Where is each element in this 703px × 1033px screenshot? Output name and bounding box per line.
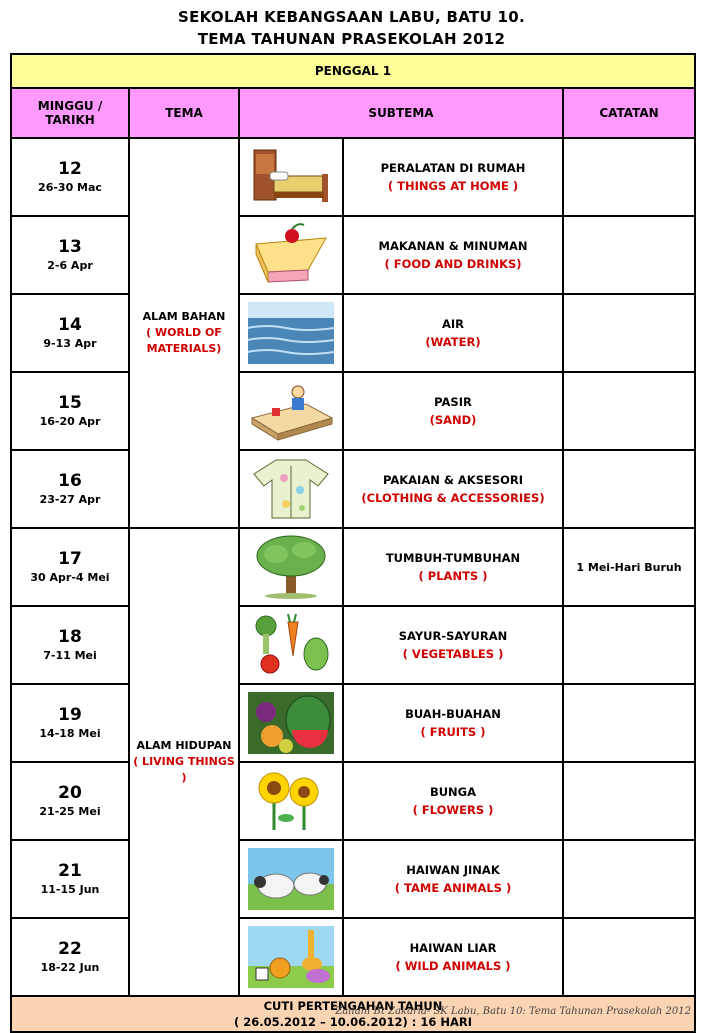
week-date: 30 Apr-4 Mei <box>30 571 110 584</box>
subtheme-cell <box>343 918 563 996</box>
subtheme-english: ( FOOD AND DRINKS) <box>384 257 522 271</box>
week-cell <box>11 684 129 762</box>
table-row <box>11 762 695 840</box>
table-row <box>11 372 695 450</box>
subtheme-cell <box>343 606 563 684</box>
bed-icon <box>246 144 336 210</box>
picture-cell <box>239 528 343 606</box>
note-cell <box>563 294 695 372</box>
subtheme-malay: BUNGA <box>429 785 477 799</box>
table-row <box>11 294 695 372</box>
week-number: 21 <box>58 861 82 881</box>
subtheme-column-header: SUBTEMA <box>239 88 563 138</box>
theme-column-header: TEMA <box>129 88 239 138</box>
picture-cell <box>239 138 343 216</box>
note-column-header: CATATAN <box>563 88 695 138</box>
table-row <box>11 918 695 996</box>
term-label: PENGGAL 1 <box>11 54 695 88</box>
subtheme-cell <box>343 372 563 450</box>
subtheme-cell <box>343 450 563 528</box>
note-cell <box>563 918 695 996</box>
week-date: 9-13 Apr <box>43 337 97 350</box>
note-cell: 1 Mei-Hari Buruh <box>563 528 695 606</box>
week-number: 17 <box>58 549 82 569</box>
week-date: 11-15 Jun <box>40 883 100 896</box>
note-cell <box>563 684 695 762</box>
note-cell <box>563 138 695 216</box>
subtheme-cell <box>343 840 563 918</box>
wild-animals-icon <box>246 924 336 990</box>
note-cell <box>563 372 695 450</box>
subtheme-malay: PERALATAN DI RUMAH <box>380 161 526 175</box>
picture-cell <box>239 216 343 294</box>
week-date: 26-30 Mac <box>38 181 102 194</box>
theme-cell-materials <box>129 138 239 528</box>
week-cell <box>11 294 129 372</box>
subtheme-english: ( THINGS AT HOME ) <box>387 179 519 193</box>
week-number: 19 <box>58 705 82 725</box>
term-row <box>11 54 695 88</box>
picture-cell <box>239 450 343 528</box>
week-cell <box>11 918 129 996</box>
table-row <box>11 528 695 606</box>
subtheme-cell <box>343 138 563 216</box>
week-date: 21-25 Mei <box>39 805 101 818</box>
picture-cell <box>239 294 343 372</box>
subtheme-english: (CLOTHING & ACCESSORIES) <box>361 491 545 505</box>
theme-schedule-table <box>10 53 696 1033</box>
table-row <box>11 840 695 918</box>
holiday-title: CUTI PERTENGAHAN TAHUN <box>263 999 443 1013</box>
theme-english: ( WORLD OF MATERIALS) <box>146 326 222 355</box>
week-number: 22 <box>58 939 82 959</box>
school-title: SEKOLAH KEBANGSAAN LABU, BATU 10. <box>178 8 525 26</box>
week-cell <box>11 762 129 840</box>
subtheme-malay: TUMBUH-TUMBUHAN <box>385 551 521 565</box>
holiday-dates: ( 26.05.2012 – 10.06.2012) : 16 HARI <box>233 1015 473 1029</box>
subtheme-malay: BUAH-BUAHAN <box>405 707 501 721</box>
subtheme-english: (SAND) <box>429 413 477 427</box>
subtheme-english: ( TAME ANIMALS ) <box>394 881 512 895</box>
picture-cell <box>239 372 343 450</box>
sheep-icon <box>246 846 336 912</box>
subtheme-english: ( WILD ANIMALS ) <box>395 959 511 973</box>
picture-cell <box>239 684 343 762</box>
theme-name: ALAM BAHAN <box>142 310 226 323</box>
subtheme-cell <box>343 684 563 762</box>
theme-english: ( LIVING THINGS ) <box>133 755 235 784</box>
theme-name: ALAM HIDUPAN <box>136 739 232 752</box>
week-cell <box>11 372 129 450</box>
subtheme-english: ( VEGETABLES ) <box>402 647 504 661</box>
subtheme-cell <box>343 762 563 840</box>
subtheme-malay: HAIWAN LIAR <box>409 941 497 955</box>
week-cell <box>11 450 129 528</box>
subtheme-malay: AIR <box>441 317 465 331</box>
week-date: 2-6 Apr <box>47 259 93 272</box>
week-number: 15 <box>58 393 82 413</box>
shirt-icon <box>246 456 336 522</box>
week-date: 16-20 Apr <box>39 415 101 428</box>
week-cell <box>11 138 129 216</box>
table-row <box>11 684 695 762</box>
picture-cell <box>239 762 343 840</box>
week-date: 18-22 Jun <box>40 961 100 974</box>
vegetables-icon <box>246 612 336 678</box>
week-cell <box>11 606 129 684</box>
table-row <box>11 138 695 216</box>
week-date: 7-11 Mei <box>43 649 97 662</box>
water-icon <box>246 300 336 366</box>
table-row <box>11 606 695 684</box>
week-number: 18 <box>58 627 82 647</box>
note-cell <box>563 216 695 294</box>
sunflower-icon <box>246 768 336 834</box>
week-number: 13 <box>58 237 82 257</box>
picture-cell <box>239 606 343 684</box>
note-cell <box>563 450 695 528</box>
subtheme-malay: PASIR <box>434 395 472 409</box>
table-row <box>11 450 695 528</box>
cake-icon <box>246 222 336 288</box>
subtheme-malay: HAIWAN JINAK <box>406 863 500 877</box>
subtheme-cell <box>343 528 563 606</box>
theme-cell-living <box>129 528 239 996</box>
subtheme-malay: SAYUR-SAYURAN <box>398 629 508 643</box>
note-cell <box>563 762 695 840</box>
week-number: 12 <box>58 159 82 179</box>
week-date: 14-18 Mei <box>39 727 101 740</box>
note-cell <box>563 606 695 684</box>
week-number: 14 <box>58 315 82 335</box>
fruits-icon <box>246 690 336 756</box>
picture-cell <box>239 918 343 996</box>
subtheme-english: (WATER) <box>425 335 481 349</box>
week-cell <box>11 528 129 606</box>
header-row <box>11 88 695 138</box>
subtheme-malay: PAKAIAN & AKSESORI <box>382 473 524 487</box>
table-row <box>11 216 695 294</box>
note-cell <box>563 840 695 918</box>
subtheme-english: ( FLOWERS ) <box>412 803 494 817</box>
subtheme-cell <box>343 216 563 294</box>
week-cell <box>11 840 129 918</box>
week-cell <box>11 216 129 294</box>
tree-icon <box>246 534 336 600</box>
week-number: 20 <box>58 783 82 803</box>
author-credit: Zailani Bt Zakaria- SK Labu, Batu 10: Tema Tahunan Prasekolah 2012 <box>335 1006 691 1017</box>
subtheme-malay: MAKANAN & MINUMAN <box>378 239 528 253</box>
subtheme-cell <box>343 294 563 372</box>
sandbox-icon <box>246 378 336 444</box>
week-number: 16 <box>58 471 82 491</box>
week-date: 23-27 Apr <box>39 493 101 506</box>
subtheme-english: ( PLANTS ) <box>418 569 488 583</box>
week-column-header: MINGGU / TARIKH <box>11 88 129 138</box>
annual-theme-title: TEMA TAHUNAN PRASEKOLAH 2012 <box>197 30 506 48</box>
subtheme-english: ( FRUITS ) <box>420 725 486 739</box>
picture-cell <box>239 840 343 918</box>
